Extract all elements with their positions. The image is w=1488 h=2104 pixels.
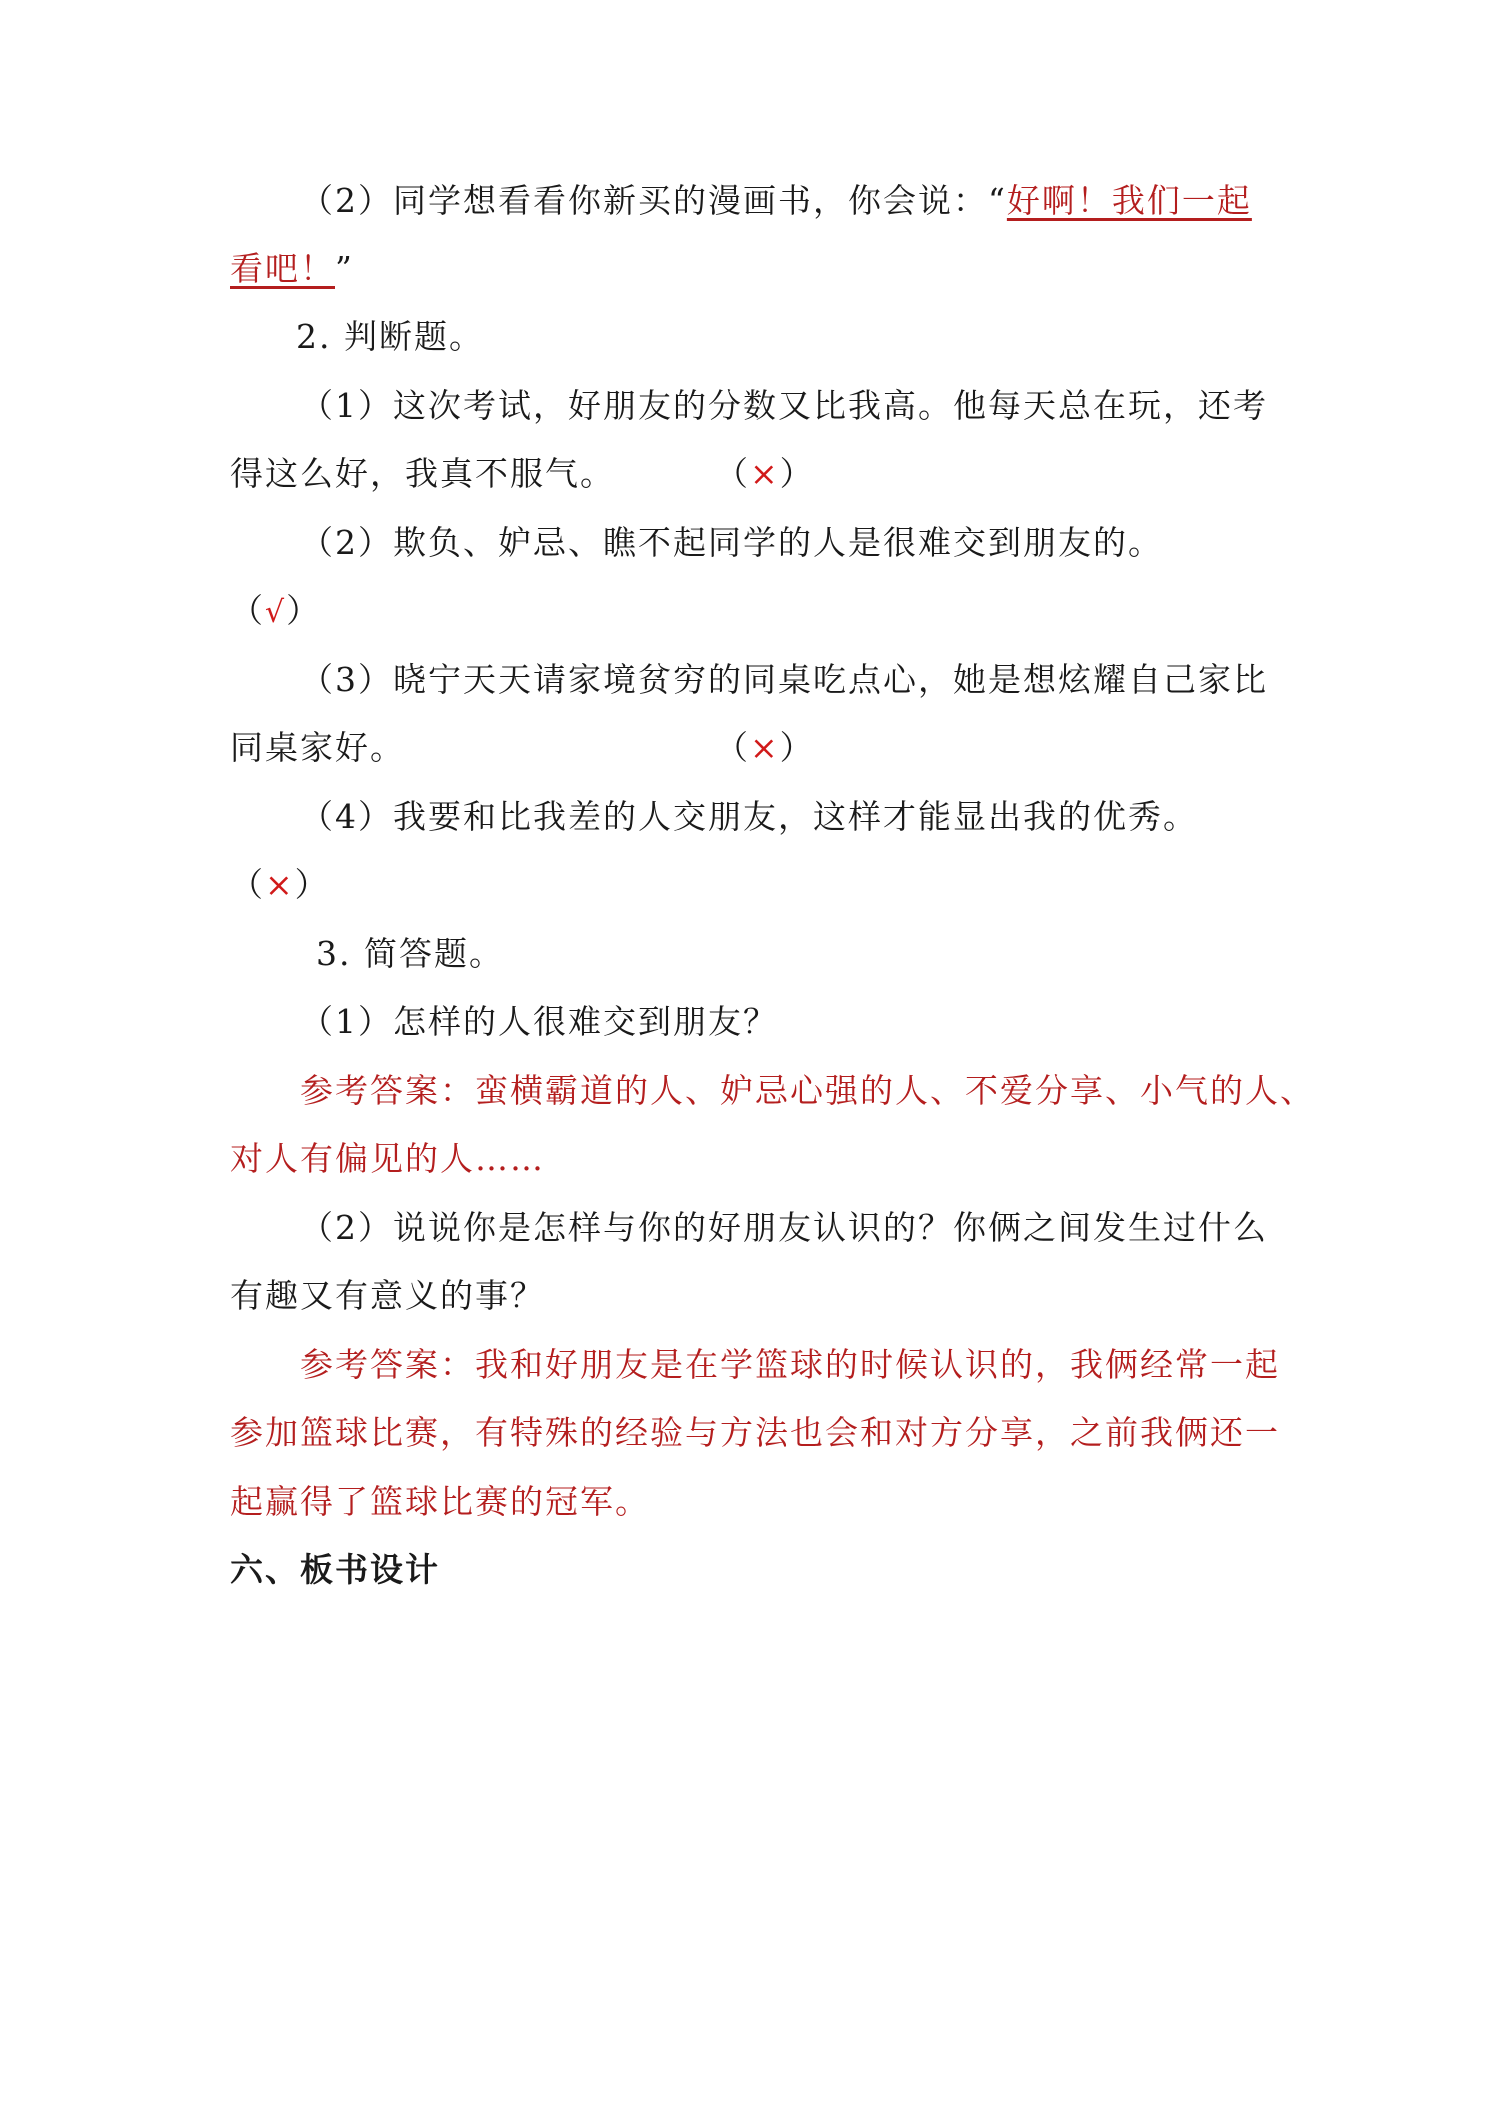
closing-quote: ” xyxy=(335,249,354,288)
short-q1-answer-cont: 对人有偏见的人…… xyxy=(230,1139,545,1178)
answer-mark-cross: （×） xyxy=(230,865,330,904)
judge-q2: （2）欺负、妒忌、瞧不起同学的人是很难交到朋友的。 xyxy=(300,523,1163,562)
short-q2-cont: 有趣又有意义的事？ xyxy=(230,1276,545,1315)
short-q1: （1）怎样的人很难交到朋友？ xyxy=(300,1002,778,1041)
section-short-answer-heading: 3. 简答题。 xyxy=(316,934,504,973)
judge-q1-cont xyxy=(230,451,1270,497)
judge-q3: （3）晓宁天天请家境贫穷的同桌吃点心，她是想炫耀自己家比 xyxy=(300,660,1268,699)
question-text: 同桌家好。 xyxy=(230,728,405,767)
short-q1-answer: 参考答案：蛮横霸道的人、妒忌心强的人、不爱分享、小气的人、 xyxy=(300,1071,1315,1110)
line-q2-comic xyxy=(300,178,1270,224)
judge-q4: （4）我要和比我差的人交朋友，这样才能显出我的优秀。 xyxy=(300,797,1198,836)
judge-q1: （1）这次考试，好朋友的分数又比我高。他每天总在玩，还考 xyxy=(300,386,1268,425)
judge-q4-mark xyxy=(230,862,1270,908)
short-q2-answer: 参考答案：我和好朋友是在学篮球的时候认识的，我俩经常一起 xyxy=(300,1345,1280,1384)
judge-q2-mark xyxy=(230,588,1270,636)
answer-mark-cross: （×） xyxy=(715,728,815,767)
section-board-design-heading: 六、板书设计 xyxy=(230,1550,440,1589)
answer-text: 好啊！我们一起 xyxy=(1006,181,1252,220)
short-q2-answer-end: 起赢得了篮球比赛的冠军。 xyxy=(230,1482,650,1521)
judge-q3-cont xyxy=(230,725,1270,771)
short-q2: （2）说说你是怎样与你的好朋友认识的？你俩之间发生过什么 xyxy=(300,1208,1268,1247)
question-text: 得这么好，我真不服气。 xyxy=(230,454,615,493)
section-judge-heading: 2. 判断题。 xyxy=(296,317,484,356)
answer-mark-cross: （×） xyxy=(715,454,815,493)
answer-text: 看吧！ xyxy=(230,249,335,288)
question-text: （2）同学想看看你新买的漫画书，你会说：“ xyxy=(300,181,1007,220)
short-q2-answer-cont: 参加篮球比赛，有特殊的经验与方法也会和对方分享，之前我俩还一 xyxy=(230,1413,1280,1452)
answer-mark-check: （√） xyxy=(230,591,322,630)
line-q2-comic-cont xyxy=(230,246,1270,292)
